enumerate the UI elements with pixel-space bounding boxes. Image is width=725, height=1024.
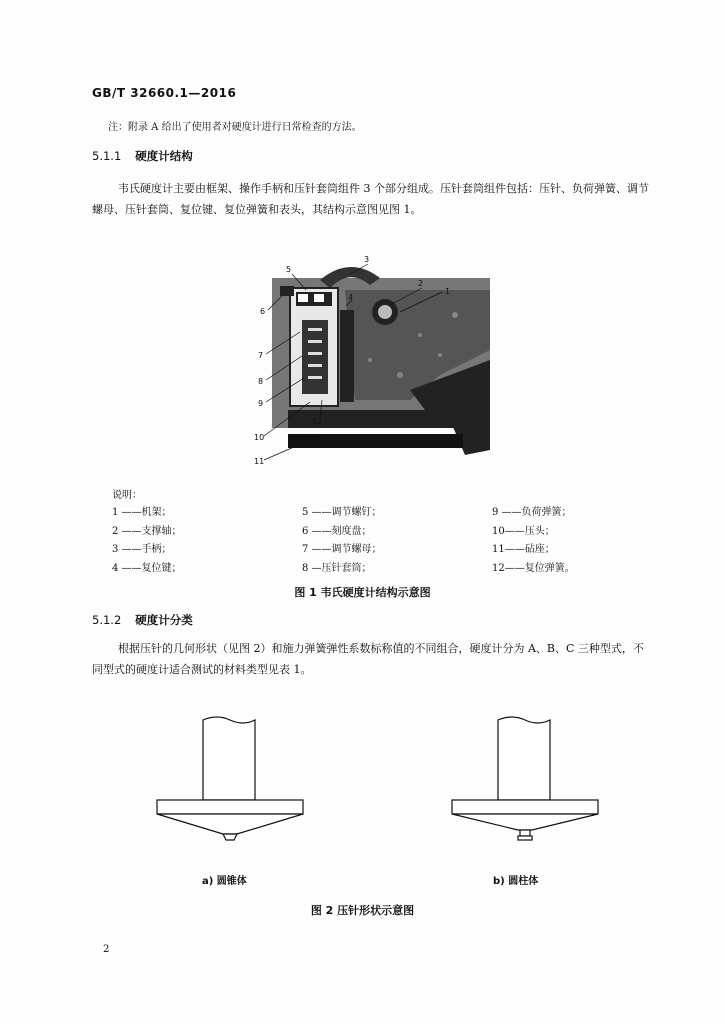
figure-1-caption: 图 1 韦氏硬度计结构示意图 xyxy=(294,586,431,599)
legend-item: 2 ——支撑轴； xyxy=(112,525,182,537)
legend-item: 9 ——负荷弹簧； xyxy=(492,507,572,518)
section-number: 5.1.2 xyxy=(92,613,122,627)
callout-3: 3 xyxy=(364,255,370,264)
legend-item: 4 ——复位键； xyxy=(112,562,182,574)
callout-4: 4 xyxy=(348,293,354,302)
section-5-1-1-heading xyxy=(92,148,193,164)
legend-column-3 xyxy=(492,504,575,578)
callout-12: 12 xyxy=(312,417,323,426)
figure-2b-label: b) 圆柱体 xyxy=(493,876,539,887)
paragraph-structure: 韦氏硬度计主要由框架、操作手柄和压针套筒组件 3 个部分组成。压针套筒组件包括：压针、负荷弹簧、调节螺母、压针套筒、复位键、复位弹簧和表头，其结构示意图见图 1。 xyxy=(92,182,649,216)
legend-column-1 xyxy=(112,504,182,578)
legend-item: 5 ——调节螺钉； xyxy=(302,507,382,518)
callout-5: 5 xyxy=(286,265,292,274)
callout-7: 7 xyxy=(258,351,264,360)
callout-1: 1 xyxy=(445,287,451,296)
standard-code: GB/T 32660.1—2016 xyxy=(92,86,237,100)
section-5-1-2-heading xyxy=(92,612,193,628)
figure-2b-cylinder-indenter xyxy=(450,712,600,852)
legend-item: 11——砧座； xyxy=(492,544,555,555)
page-number: 2 xyxy=(103,944,110,955)
figure-1-hardness-tester xyxy=(250,250,500,470)
legend-item: 7 ——调节螺母； xyxy=(302,544,382,555)
legend-item: 1 ——机架； xyxy=(112,507,172,518)
callout-11: 11 xyxy=(254,457,265,466)
legend-item: 10——压头； xyxy=(492,525,555,537)
section-number: 5.1.1 xyxy=(92,149,122,163)
figure-2-caption: 图 2 压针形状示意图 xyxy=(310,904,415,917)
legend-item: 8 —压针套筒； xyxy=(302,562,372,574)
note-text: 注：附录 A 给出了使用者对硬度计进行日常检查的方法。 xyxy=(108,122,362,133)
section-title: 硬度计结构 xyxy=(135,149,193,163)
legend-title: 说明： xyxy=(112,490,142,501)
paragraph-classification: 根据压针的几何形状（见图 2）和施力弹簧弹性系数标称值的不同组合，硬度计分为 A、B、C 三种型式，不同型式的硬度计适合测试的材料类型见表 1。 xyxy=(92,642,644,676)
callout-2: 2 xyxy=(418,279,424,288)
callout-9: 9 xyxy=(258,399,264,408)
figure-2a-label: a) 圆锥体 xyxy=(202,876,247,887)
legend-item: 6 ——刻度盘； xyxy=(302,525,372,537)
callout-6: 6 xyxy=(260,307,266,316)
callout-10: 10 xyxy=(254,433,265,442)
legend-column-2 xyxy=(302,504,382,578)
figure-2a-cone-indenter xyxy=(155,712,305,852)
legend-item: 3 ——手柄； xyxy=(112,544,172,555)
legend-item: 12——复位弹簧。 xyxy=(492,562,575,574)
section-title: 硬度计分类 xyxy=(135,613,193,627)
callout-8: 8 xyxy=(258,377,264,386)
